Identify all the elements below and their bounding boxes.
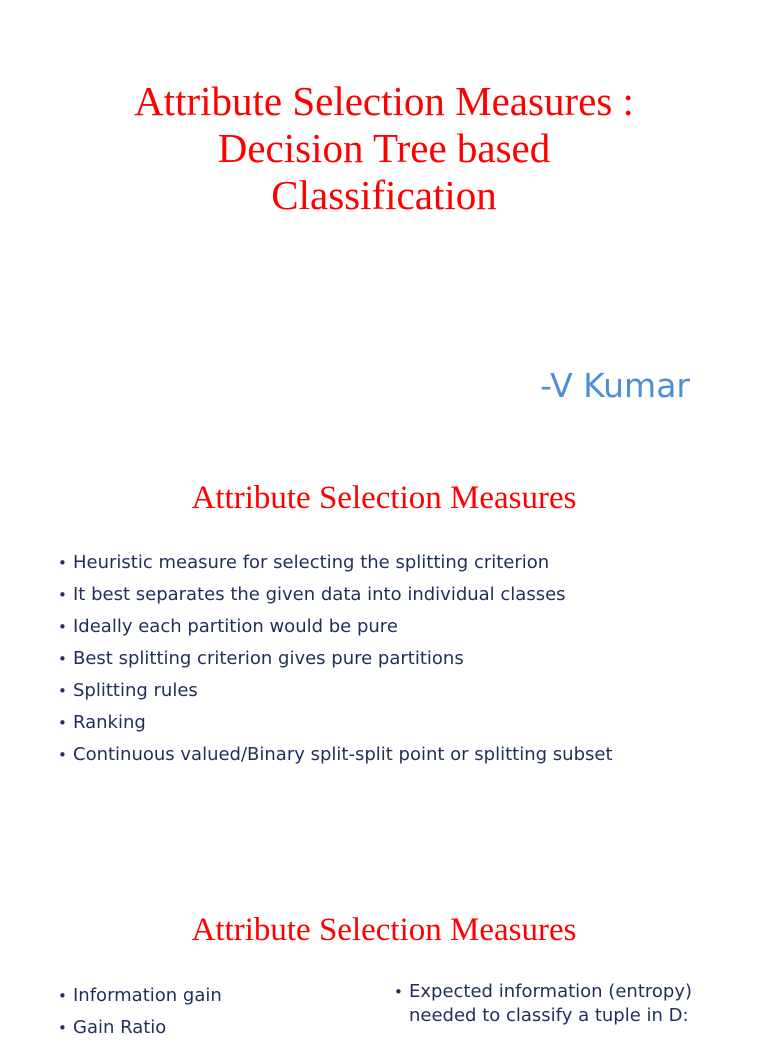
bullet-list-right [394,980,754,1028]
bullet-dot-icon: • [58,586,67,604]
bullet-text: Heuristic measure for selecting the splitting criterion [73,552,550,573]
bullet-text: Continuous valued/Binary split-split point or splitting subset [73,744,613,765]
bullet-item [58,980,222,1012]
bullet-dot-icon: • [58,746,67,764]
bullet-text: Splitting rules [73,680,198,701]
content-slide [0,860,768,1038]
bullet-list [58,547,613,771]
bullet-dot-icon: • [58,714,67,732]
bullet-text: Ideally each partition would be pure [73,616,398,637]
bullet-item [58,643,613,675]
bullet-text: Gain Ratio [73,1017,167,1038]
content-slide [0,440,768,860]
bullet-item [58,739,613,771]
bullet-text: Best splitting criterion gives pure partitions [73,648,464,669]
bullet-text: It best separates the given data into individual classes [73,584,566,605]
bullet-dot-icon: • [58,650,67,668]
bullet-item [58,707,613,739]
title-slide [0,0,768,440]
bullet-dot-icon: • [58,554,67,572]
bullet-dot-icon: • [394,983,403,1001]
bullet-dot-icon: • [58,1019,67,1037]
bullet-item [58,547,613,579]
bullet-item [58,675,613,707]
bullet-item [58,611,613,643]
bullet-item [58,579,613,611]
bullet-dot-icon: • [58,682,67,700]
slide-title: Attribute Selection Measures [191,912,577,948]
presentation-title [40,78,728,219]
title-line: Attribute Selection Measures : [134,78,634,124]
bullet-text: Ranking [73,712,146,733]
bullet-dot-icon: • [58,618,67,636]
author-name: -V Kumar [540,366,690,405]
slide-title: Attribute Selection Measures [191,480,577,516]
bullet-text: Expected information (entropy) needed to classify a tuple in D: [409,981,692,1026]
bullet-text: Information gain [73,985,222,1006]
title-line: Decision Tree based [217,125,551,171]
bullet-item [394,980,754,1028]
bullet-dot-icon: • [58,987,67,1005]
title-line: Classification [271,172,497,218]
bullet-item [58,1012,222,1044]
bullet-list-left [58,980,222,1044]
